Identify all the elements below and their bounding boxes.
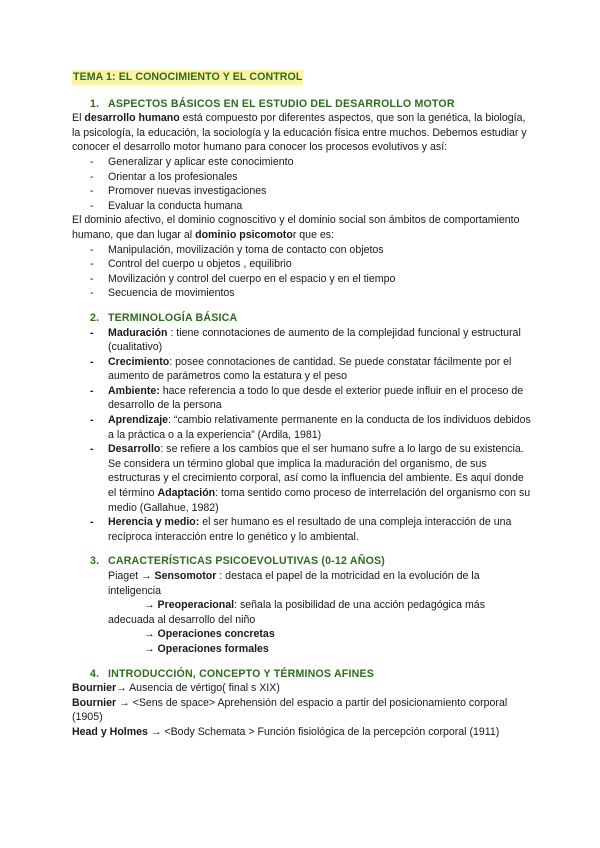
author: Head y Holmes [72,725,148,738]
text: El dominio afectivo, el dominio cognoscitivo y el dominio social son ámbitos de comportamiento humano, que dan lugar al [72,214,520,241]
term: Aprendizaje [108,414,169,427]
section-number: 4. [90,667,100,680]
piaget-preoperacional-cont: adecuada al desarrollo del niño [108,613,256,626]
term: Crecimiento [108,355,170,368]
definition: : toma sentido como proceso de interrelación del organismo con su medio (Gallahue, 1982) [108,487,531,514]
section-number: 3. [90,555,100,568]
definition: hace referencia a todo lo que desde el exterior puede influir en el proceso de desarrollo de la persona [108,384,524,412]
section-1-heading [90,97,532,112]
bold-term: desarrollo humano [84,112,180,125]
piaget-concretas: → Operaciones concretas [144,628,275,641]
definition: : tiene connotaciones de aumento de la complejidad funcional y estructural (cualitativo) [108,326,521,354]
author: Bournier [72,682,117,695]
definition: el ser humano es el resultado de una compleja interacción de una recíproca interacción entre lo genético y lo ambiental. [108,516,512,543]
author: Bournier [72,696,117,709]
list-item: - Manipulación, movilización y toma de contacto con objetos [72,243,532,258]
term-item [72,413,532,442]
piaget-formales: → Operaciones formales [144,642,269,655]
list-item: - Secuencia de movimientos [72,286,532,301]
definition: : “cambio relativamente permanente en la conducta de los individuos debidos a la práctica o a la experiencia” (Ardila, 1981) [108,414,531,441]
terminology-list [72,326,532,545]
text: : señala la posibilidad de una acción pedagógica más [234,599,485,612]
list-item: - Orientar a los profesionales [72,170,532,185]
text: Piaget → [108,570,155,582]
document-title: TEMA 1: EL CONOCIMIENTO Y EL CONTROL [73,71,303,83]
list-item: - Evaluar la conducta humana [72,199,532,214]
stage-name: Sensomotor [154,570,217,582]
text: r que es: [292,228,335,241]
term: Adaptación [157,487,216,500]
text: → Ausencia de vértigo( final s XIX) [116,682,280,695]
section-title: CARACTERÍSTICAS PSICOEVOLUTIVAS (0-12 AÑOS) [108,555,386,568]
term-item [72,355,532,384]
section-number: 1. [90,97,100,110]
section-title: INTRODUCCIÓN, CONCEPTO Y TÉRMINOS AFINES [108,667,374,680]
definition: : posee connotaciones de cantidad. Se puede constatar fácilmente por el aumento de parámetros como la estatura y el peso [108,355,512,383]
history-entry [72,696,532,725]
section-1-para-2 [72,213,532,242]
stage-name: Preoperacional [157,599,235,612]
term-item [72,326,532,355]
term: Ambiente: [108,384,160,397]
text: El [72,112,85,125]
section-1-intro [72,111,532,155]
document-page [72,70,532,740]
section-number: 2. [90,311,100,324]
list-item: - Movilización y control del cuerpo en el espacio y en el tiempo [72,272,532,287]
term-item [72,515,532,544]
section-title: TERMINOLOGÍA BÁSICA [108,311,238,324]
list-item: - Generalizar y aplicar este conocimiento [72,155,532,170]
term: Herencia y medio: [108,516,200,529]
history-entry [72,681,532,696]
objectives-list [72,155,532,213]
section-4-heading [90,667,532,682]
list-item: - Promover nuevas investigaciones [72,184,532,199]
text: está compuesto por diferentes aspectos, que son la genética, la biología, la psicología, la educación, la sociología y la educación física entre muchos. Debemos estudiar y conocer el desarrollo motor humano para conocer los procesos evolutivos y así: [72,112,527,154]
text: → <Body Schemata > Función fisiológica de la percepción corporal (1911) [147,725,500,738]
psychomotor-list [72,243,532,301]
arrow: → [144,599,158,612]
term-item [72,384,532,413]
piaget-preoperacional [72,598,532,613]
term-item [72,442,532,515]
list-item: - Control del cuerpo u objetos , equilibrio [72,257,532,272]
term: Maduración [108,326,168,339]
text: → <Sens de space> Aprehensión del espacio a partir del posicionamiento corporal (1905) [72,696,508,724]
bold-term: dominio psicomoto [195,228,293,241]
text: : destaca el papel de la motricidad en la evolución de la inteligencia [108,570,480,597]
definition: : se refiere a los cambios que el ser humano sufre a lo largo de su existencia. Se considera un término global que implica la maduración del organismo, de sus estructuras y el crecimiento corporal, así como la influencia del ambiente. Es aquí donde el término [108,443,524,500]
piaget-sensomotor [72,569,532,598]
section-title: ASPECTOS BÁSICOS EN EL ESTUDIO DEL DESARROLLO MOTOR [108,97,455,110]
section-2-heading [90,311,532,326]
history-entry [72,725,532,740]
section-3-heading [90,554,532,569]
term: Desarrollo [108,443,161,456]
